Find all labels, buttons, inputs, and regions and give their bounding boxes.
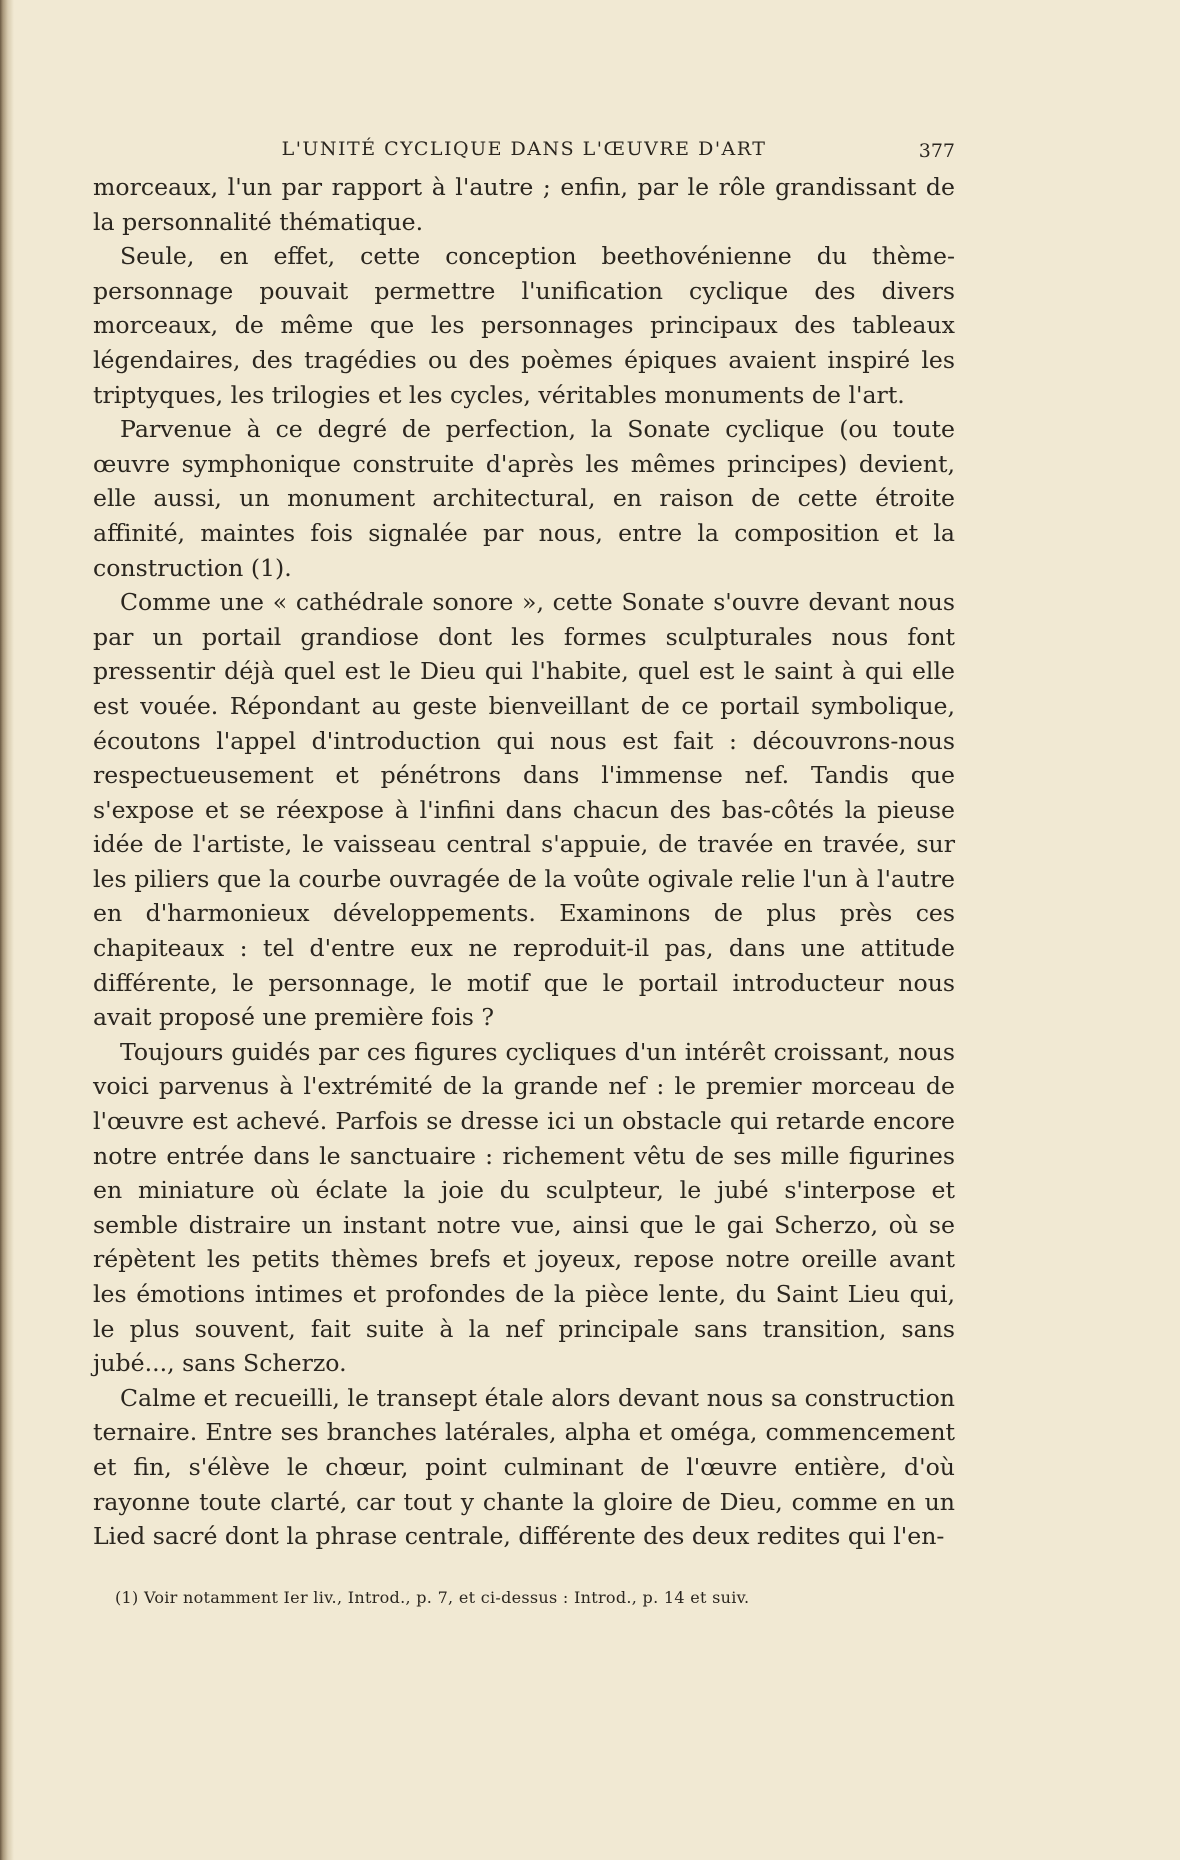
paragraph: Seule, en effet, cette conception beethovénienne du thème-personnage pouvait permettre l'unification cyclique des divers morceaux, de même que les personnages principaux des tableaux légendaires, des tragédies ou des poèmes épiques avaient inspiré les triptyques, les trilogies et les cycles, véritables monuments de l'art. [93, 242, 955, 409]
body-text [93, 170, 955, 1554]
footnote: (1) Voir notamment Ier liv., Introd., p. 7, et ci-dessus : Introd., p. 14 et suiv. [115, 1587, 750, 1607]
page-number: 377 [918, 140, 955, 162]
page-edge-shadow [0, 0, 14, 1860]
paragraph: Toujours guidés par ces figures cycliques d'un intérêt croissant, nous voici parvenus à l'extrémité de la grande nef : le premier morceau de l'œuvre est achevé. Parfois se dresse ici un obstacle qui retarde encore notre entrée dans le sanctuaire : richement vêtu de ses mille figurines en miniature où éclate la joie du sculpteur, le jubé s'interpose et semble distraire un instant notre vue, ainsi que le gai Scherzo, où se répètent les petits thèmes brefs et joyeux, repose notre oreille avant les émotions intimes et profondes de la pièce lente, du Saint Lieu qui, le plus souvent, fait suite à la nef principale sans transition, sans jubé..., sans Scherzo. [93, 1037, 955, 1378]
paragraph: Calme et recueilli, le transept étale alors devant nous sa construction ternaire. Entre ses branches latérales, alpha et oméga, commencement et fin, s'élève le chœur, point culminant de l'œuvre entière, d'où rayonne toute clarté, car tout y chante la gloire de Dieu, comme en un Lied sacré dont la phrase centrale, différente des deux redites qui l'en- [93, 1383, 955, 1551]
paragraph: Parvenue à ce degré de perfection, la Sonate cyclique (ou toute œuvre symphonique construite d'après les mêmes principes) devient, elle aussi, un monument architectural, en raison de cette étroite affinité, maintes fois signalée par nous, entre la composition et la construction (1). [93, 415, 955, 582]
book-page [93, 130, 955, 1610]
paragraph: Comme une « cathédrale sonore », cette Sonate s'ouvre devant nous par un portail grandiose dont les formes sculpturales nous font pressentir déjà quel est le Dieu qui l'habite, quel est le saint à qui elle est vouée. Répondant au geste bienveillant de ce portail symbolique, écoutons l'appel d'introduction qui nous est fait : découvrons-nous respectueusement et pénétrons dans l'immense nef. Tandis que s'expose et se réexpose à l'infini dans chacun des bas-côtés la pieuse idée de l'artiste, le vaisseau central s'appuie, de travée en travée, sur les piliers que la courbe ouvragée de la voûte ogivale relie l'un à l'autre en d'harmonieux développements. Examinons de plus près ces chapiteaux : tel d'entre eux ne reproduit-il pas, dans une attitude différente, le personnage, le motif que le portail introducteur nous avait proposé une première fois ? [93, 588, 955, 1032]
running-title: L'UNITÉ CYCLIQUE DANS L'ŒUVRE D'ART [281, 138, 767, 160]
running-head [93, 130, 955, 170]
paragraph: morceaux, l'un par rapport à l'autre ; enfin, par le rôle grandissant de la personnalité thématique. [93, 173, 955, 236]
